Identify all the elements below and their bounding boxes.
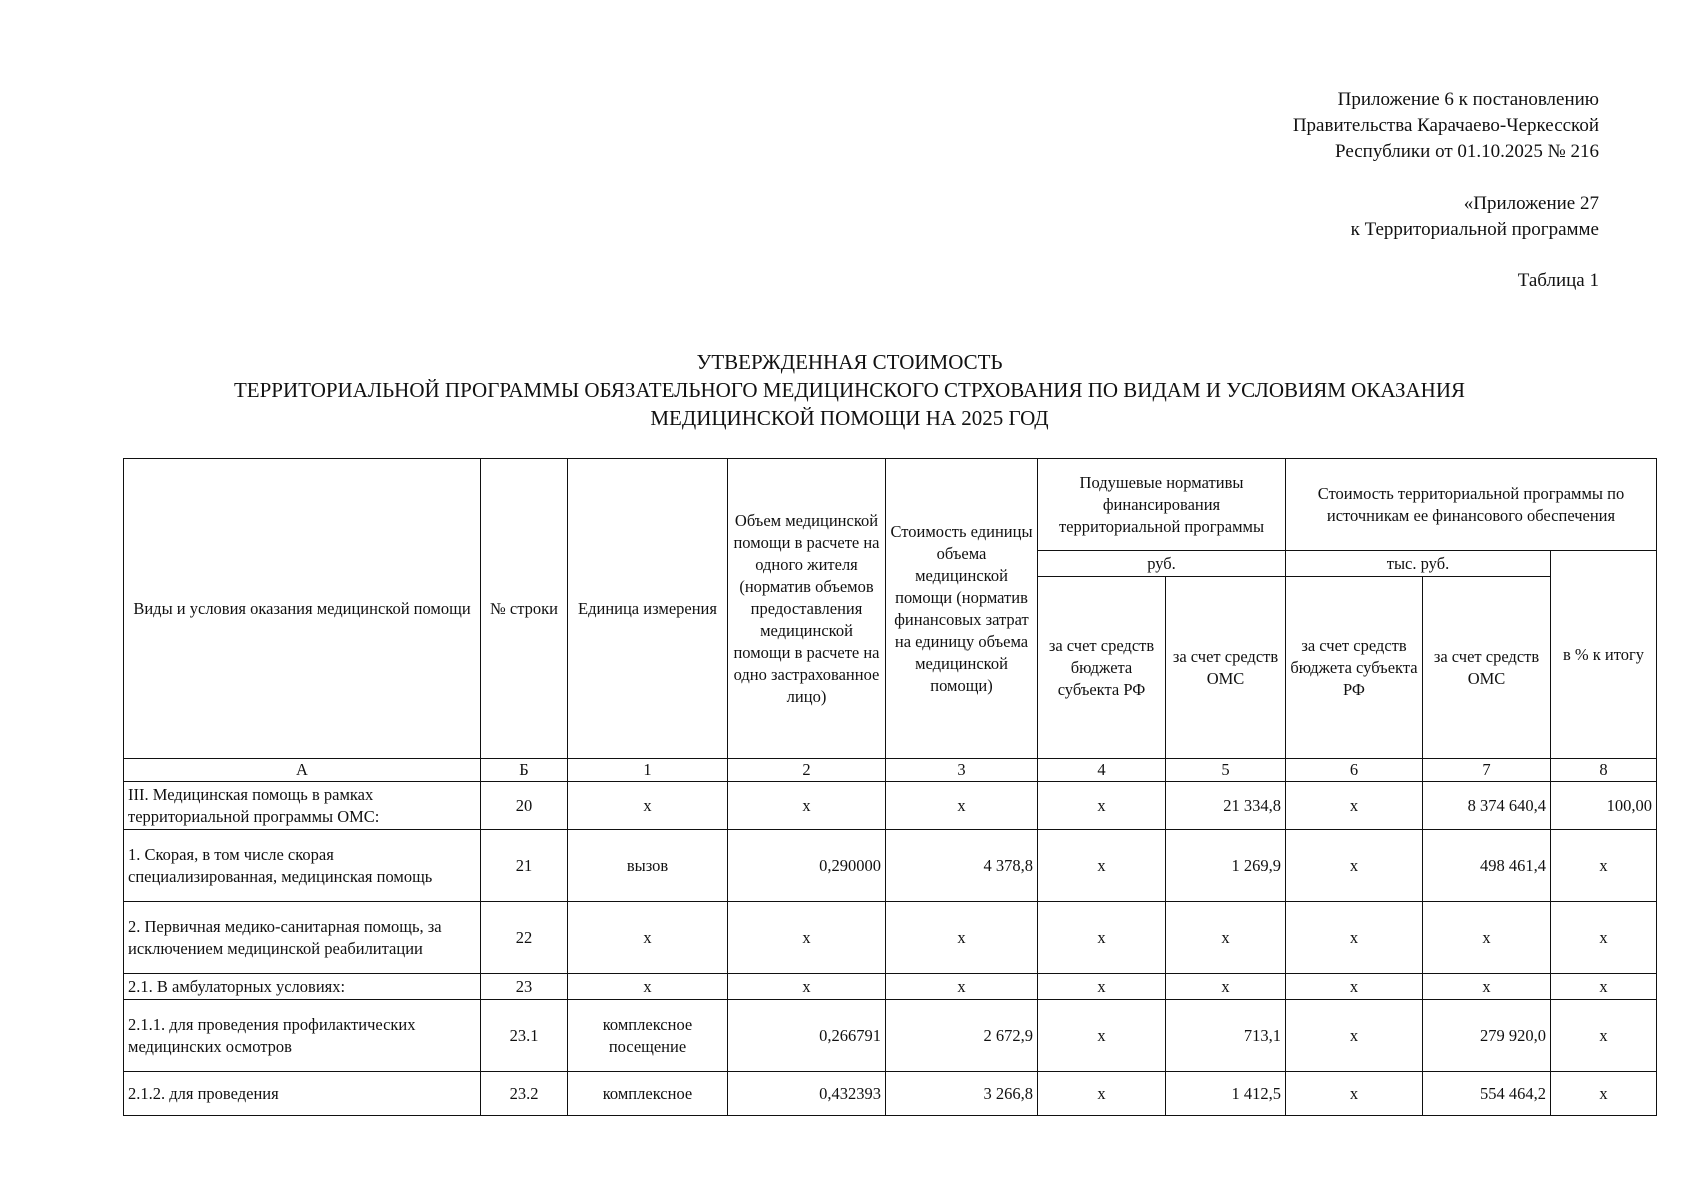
header-rub: руб. <box>1038 551 1286 577</box>
table-row <box>124 1000 1657 1072</box>
row-unit: х <box>568 974 728 1000</box>
header-row-no: № строки <box>481 459 568 759</box>
row-volume: х <box>728 974 886 1000</box>
row-percent: х <box>1551 1000 1657 1072</box>
row-budget-rub: х <box>1038 902 1166 974</box>
header-kinds: Виды и условия оказания медицинской помощи <box>124 459 481 759</box>
row-oms-thousand: 554 464,2 <box>1423 1072 1551 1116</box>
col-num-a: А <box>124 759 481 782</box>
row-budget-rub: х <box>1038 1072 1166 1116</box>
row-budget-rub: х <box>1038 830 1166 902</box>
row-name: 2.1. В амбулаторных условиях: <box>124 974 481 1000</box>
approval-line-1: Приложение 6 к постановлению <box>1337 89 1599 110</box>
row-oms-rub: 1 412,5 <box>1166 1072 1286 1116</box>
row-oms-rub: 21 334,8 <box>1166 782 1286 830</box>
appendix-line-1: «Приложение 27 <box>1463 193 1599 214</box>
header-volume: Объем медицинской помощи в расчете на одного жителя (норматив объемов предоставления медицинской помощи в расчете на одно застрахованное лицо) <box>728 459 886 759</box>
header-unit: Единица измерения <box>568 459 728 759</box>
row-unit-cost: х <box>886 902 1038 974</box>
cost-table <box>123 458 1657 1116</box>
row-budget-thousand: х <box>1286 830 1423 902</box>
row-oms-rub: 713,1 <box>1166 1000 1286 1072</box>
row-budget-rub: х <box>1038 1000 1166 1072</box>
row-oms-thousand: 498 461,4 <box>1423 830 1551 902</box>
row-no: 20 <box>481 782 568 830</box>
row-budget-thousand: х <box>1286 1072 1423 1116</box>
row-no: 23.2 <box>481 1072 568 1116</box>
row-unit-cost: 4 378,8 <box>886 830 1038 902</box>
table-row <box>124 830 1657 902</box>
row-budget-thousand: х <box>1286 782 1423 830</box>
col-num-1: 1 <box>568 759 728 782</box>
row-percent: х <box>1551 974 1657 1000</box>
approval-line-3: Республики от 01.10.2025 № 216 <box>1335 141 1599 162</box>
row-oms-thousand: х <box>1423 902 1551 974</box>
appendix-line-2: к Территориальной программе <box>1350 219 1599 240</box>
table-row <box>124 974 1657 1000</box>
row-volume: 0,432393 <box>728 1072 886 1116</box>
appendix-note <box>1351 191 1599 243</box>
row-budget-rub: х <box>1038 782 1166 830</box>
col-num-7: 7 <box>1423 759 1551 782</box>
row-unit-cost: 2 672,9 <box>886 1000 1038 1072</box>
row-budget-rub: х <box>1038 974 1166 1000</box>
row-unit: вызов <box>568 830 728 902</box>
row-name: III. Медицинская помощь в рамках территориальной программы ОМС: <box>124 782 481 830</box>
row-no: 22 <box>481 902 568 974</box>
row-unit-cost: х <box>886 782 1038 830</box>
col-num-6: 6 <box>1286 759 1423 782</box>
approval-line-2: Правительства Карачаево-Черкесской <box>1292 115 1599 136</box>
row-oms-rub: х <box>1166 902 1286 974</box>
row-volume: 0,290000 <box>728 830 886 902</box>
row-unit: х <box>568 782 728 830</box>
col-num-5: 5 <box>1166 759 1286 782</box>
row-volume: х <box>728 902 886 974</box>
row-unit: комплексное <box>568 1072 728 1116</box>
row-volume: 0,266791 <box>728 1000 886 1072</box>
header-thousand-rub: тыс. руб. <box>1286 551 1551 577</box>
row-no: 21 <box>481 830 568 902</box>
row-name: 1. Скорая, в том числе скорая специализированная, медицинская помощь <box>124 830 481 902</box>
title-line-2: ТЕРРИТОРИАЛЬНОЙ ПРОГРАММЫ ОБЯЗАТЕЛЬНОГО МЕДИЦИНСКОГО СТРХОВАНИЯ ПО ВИДАМ И УСЛОВИЯМ ОКАЗАНИЯ <box>233 378 1466 402</box>
row-oms-thousand: 279 920,0 <box>1423 1000 1551 1072</box>
row-name: 2.1.1. для проведения профилактических медицинских осмотров <box>124 1000 481 1072</box>
column-numbers-row <box>124 759 1657 782</box>
col-num-8: 8 <box>1551 759 1657 782</box>
table-row <box>124 782 1657 830</box>
header-per-capita: Подушевые нормативы финансирования территориальной программы <box>1038 459 1286 551</box>
header-budget-thousand: за счет средств бюджета субъекта РФ <box>1286 577 1423 759</box>
header-percent: в % к итогу <box>1551 551 1657 759</box>
row-name: 2.1.2. для проведения <box>124 1072 481 1116</box>
row-unit: х <box>568 902 728 974</box>
row-oms-rub: 1 269,9 <box>1166 830 1286 902</box>
title-line-1: УТВЕРЖДЕННАЯ СТОИМОСТЬ <box>696 350 1003 374</box>
col-num-3: 3 <box>886 759 1038 782</box>
row-percent: х <box>1551 1072 1657 1116</box>
col-num-b: Б <box>481 759 568 782</box>
row-unit: комплексное посещение <box>568 1000 728 1072</box>
table-label: Таблица 1 <box>1517 270 1599 291</box>
row-oms-thousand: 8 374 640,4 <box>1423 782 1551 830</box>
row-budget-thousand: х <box>1286 902 1423 974</box>
col-num-4: 4 <box>1038 759 1166 782</box>
approval-note <box>1293 87 1599 165</box>
row-oms-rub: х <box>1166 974 1286 1000</box>
title-line-3: МЕДИЦИНСКОЙ ПОМОЩИ НА 2025 ГОД <box>650 406 1049 430</box>
row-percent: 100,00 <box>1551 782 1657 830</box>
col-num-2: 2 <box>728 759 886 782</box>
table-row <box>124 902 1657 974</box>
row-percent: х <box>1551 830 1657 902</box>
row-name: 2. Первичная медико-санитарная помощь, за исключением медицинской реабилитации <box>124 902 481 974</box>
row-no: 23 <box>481 974 568 1000</box>
row-oms-thousand: х <box>1423 974 1551 1000</box>
header-cost-by-source: Стоимость территориальной программы по источникам ее финансового обеспечения <box>1286 459 1657 551</box>
row-budget-thousand: х <box>1286 974 1423 1000</box>
header-oms-thousand: за счет средств ОМС <box>1423 577 1551 759</box>
row-budget-thousand: х <box>1286 1000 1423 1072</box>
row-percent: х <box>1551 902 1657 974</box>
row-unit-cost: 3 266,8 <box>886 1072 1038 1116</box>
row-unit-cost: х <box>886 974 1038 1000</box>
row-no: 23.1 <box>481 1000 568 1072</box>
table-row <box>124 1072 1657 1116</box>
header-unit-cost: Стоимость единицы объема медицинской помощи (норматив финансовых затрат на единицу объема медицинской помощи) <box>886 459 1038 759</box>
header-budget-rub: за счет средств бюджета субъекта РФ <box>1038 577 1166 759</box>
header-oms-rub: за счет средств ОМС <box>1166 577 1286 759</box>
row-volume: х <box>728 782 886 830</box>
